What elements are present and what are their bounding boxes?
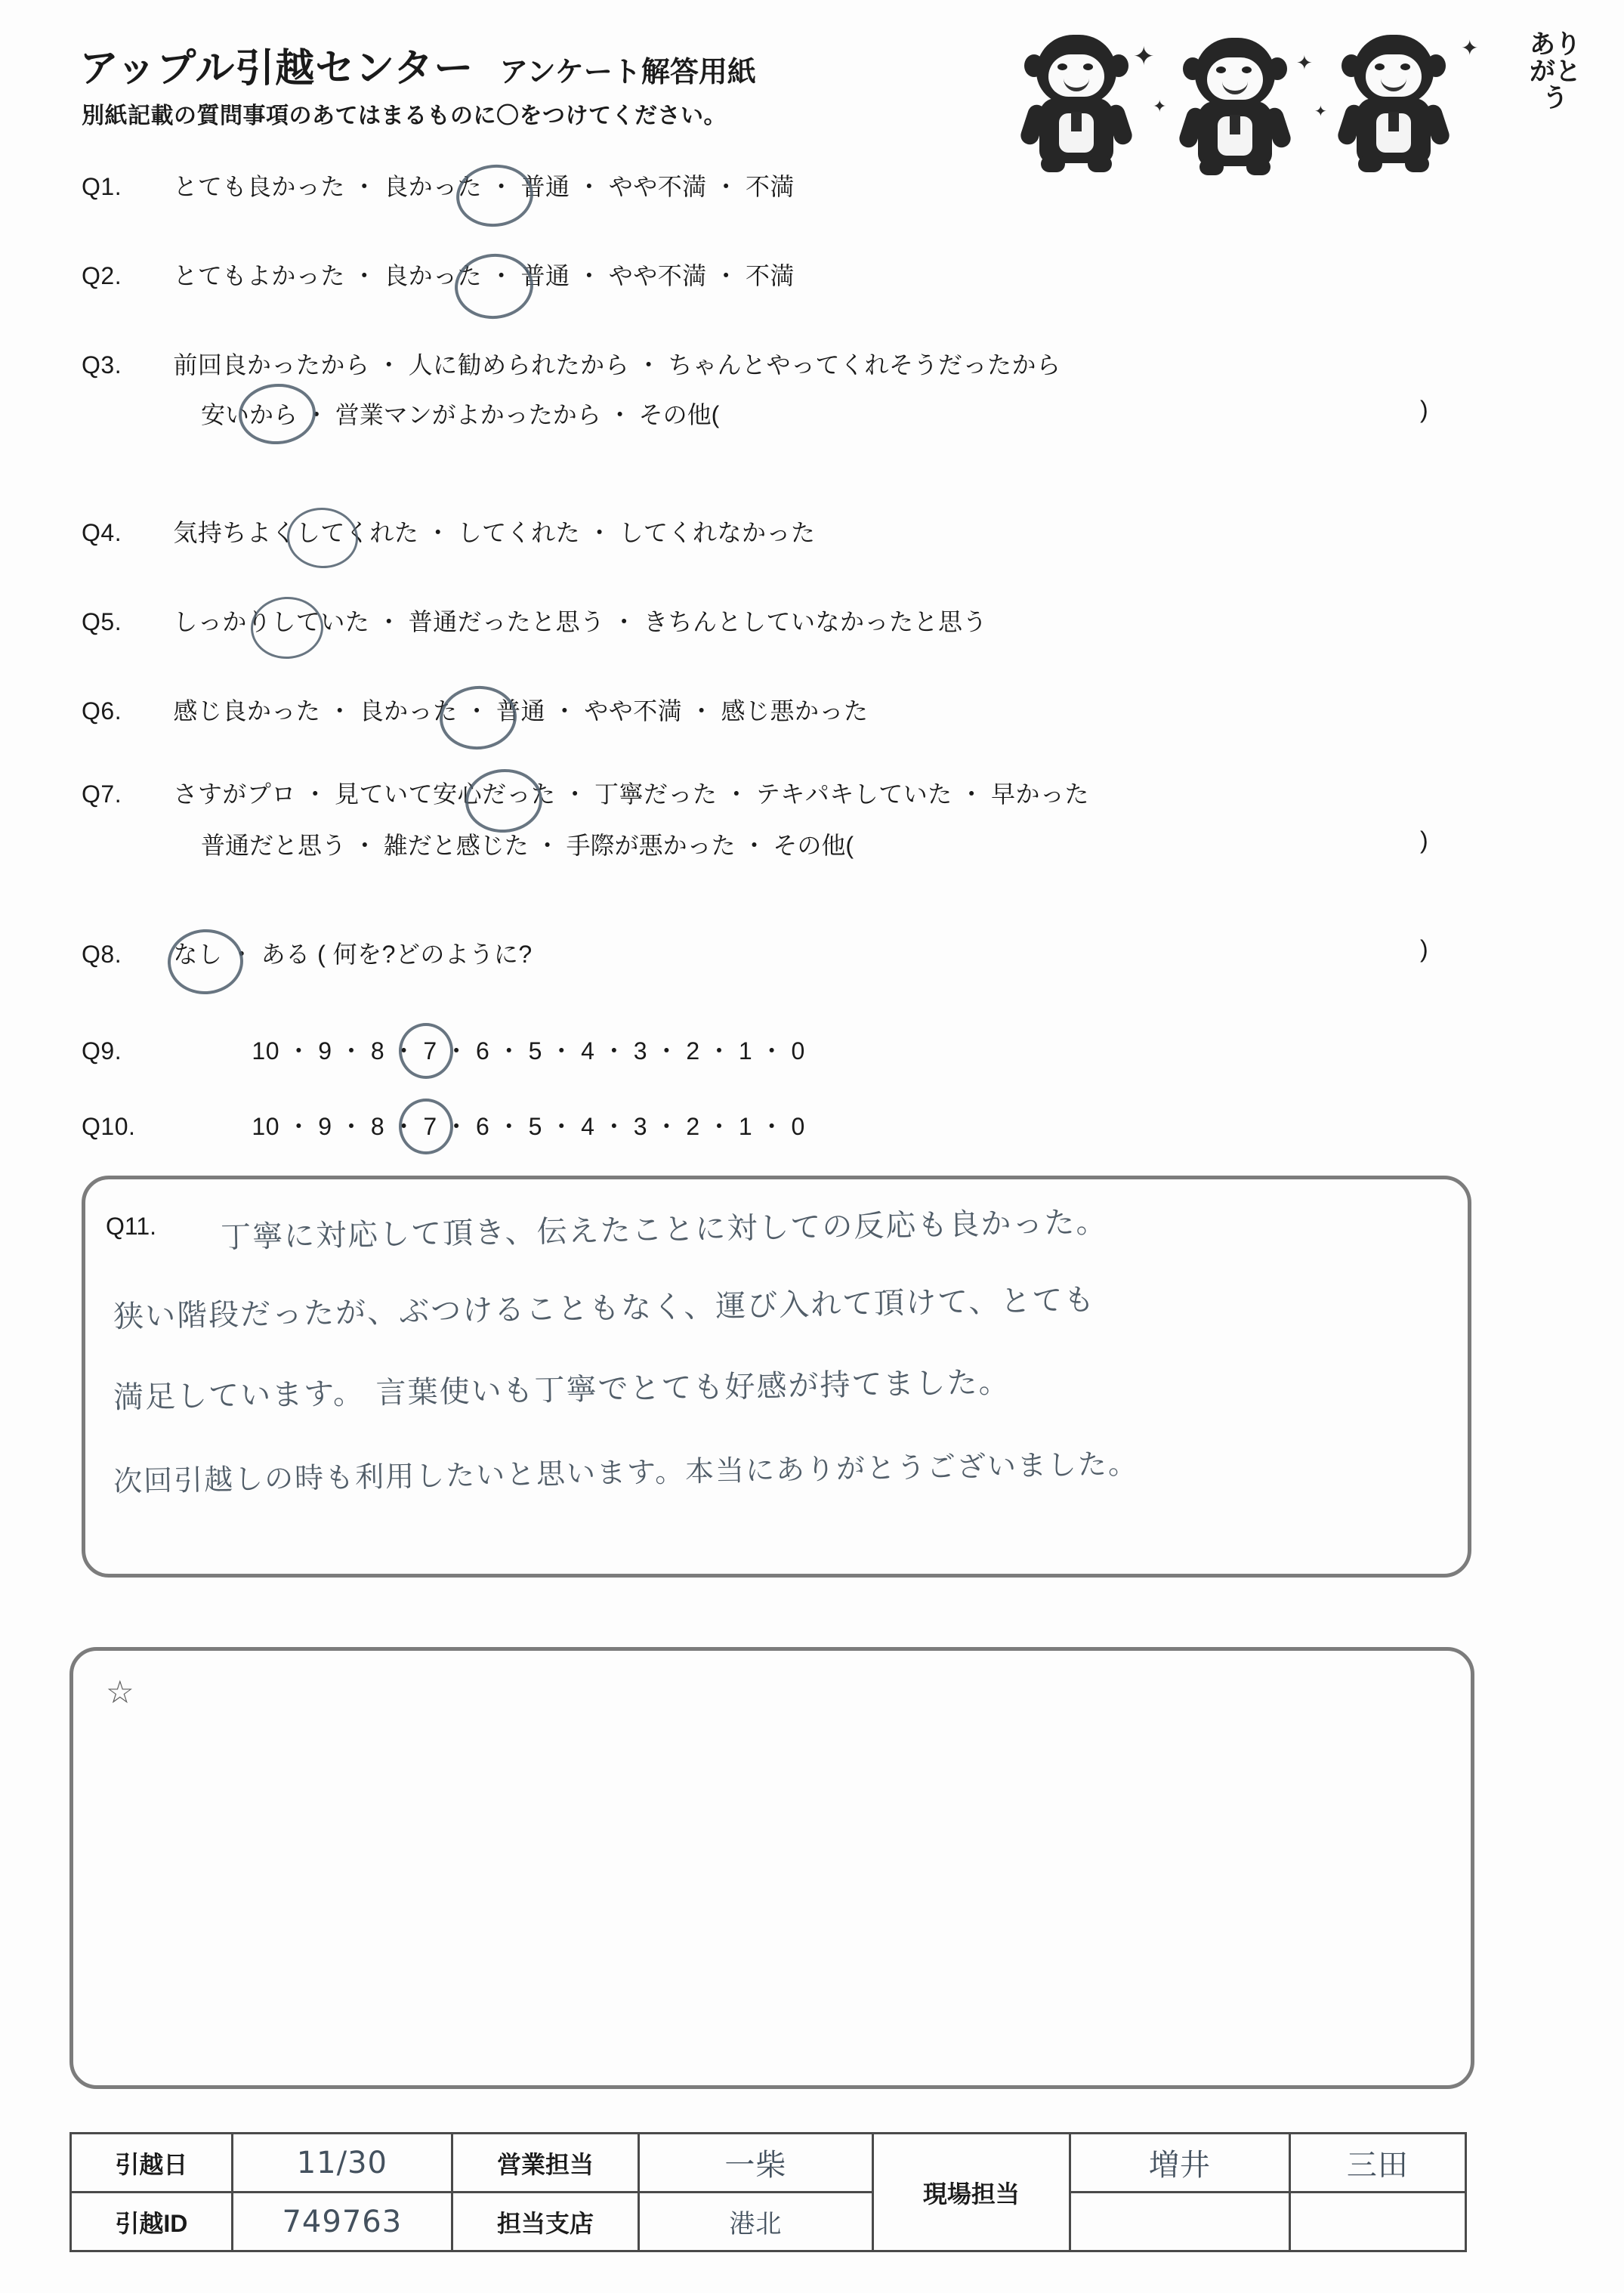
question-row-q8	[82, 935, 533, 970]
q7-options-line1[interactable]: さすがプロ ・ 見ていて安心だった ・ 丁寧だった ・ テキパキしていた ・ 早かった	[173, 780, 1090, 808]
table-row	[71, 2193, 1466, 2251]
question-row-q7	[82, 775, 1089, 810]
site-staff-empty-2[interactable]	[1289, 2193, 1465, 2251]
q3-number: Q3.	[82, 351, 122, 379]
site-staff-value-2[interactable]: 三田	[1289, 2134, 1465, 2193]
sales-rep-label: 営業担当	[452, 2134, 638, 2193]
q7-options-line2[interactable]: 普通だと思う ・ 雑だと感じた ・ 手際が悪かった ・ その他(	[201, 832, 854, 859]
q7-number: Q7.	[82, 780, 122, 808]
moving-id-label: 引越ID	[71, 2193, 233, 2251]
q1-options[interactable]: とても良かった ・ 良かった ・ 普通 ・ やや不満 ・ 不満	[173, 173, 795, 200]
q1-number: Q1.	[82, 173, 122, 200]
q5-number: Q5.	[82, 608, 122, 635]
site-staff-value-1[interactable]: 増井	[1070, 2134, 1290, 2193]
q3-paren-close: )	[1420, 396, 1428, 423]
sparkle-icon-5: ✦	[1461, 36, 1479, 60]
q10-options[interactable]: 10 ・ 9 ・ 8 ・ 7 ・ 6 ・ 5 ・ 4 ・ 3 ・ 2 ・ 1 ・ 0	[252, 1113, 805, 1140]
table-row	[71, 2134, 1466, 2193]
q8-options[interactable]: なし ・ ある ( 何を?どのように?	[173, 941, 533, 968]
site-staff-empty-1[interactable]	[1070, 2193, 1290, 2251]
q4-options[interactable]: 気持ちよくしてくれた ・ してくれた ・ してくれなかった	[173, 519, 816, 546]
q2-number: Q2.	[82, 262, 122, 289]
q5-options[interactable]: しっかりしていた ・ 普通だったと思う ・ きちんとしていなかったと思う	[173, 608, 987, 635]
q9-number: Q9.	[82, 1037, 122, 1065]
branch-value[interactable]: 港北	[639, 2193, 873, 2251]
q11-handwriting-line-4: 次回引越しの時も利用したいと思います。本当にありがとうございました。	[113, 1447, 1139, 1498]
q11-handwriting-line-2: 狭い階段だったが、ぶつけることもなく、運び入れて頂けて、とても	[113, 1282, 1096, 1335]
free-comment-box[interactable]	[69, 1647, 1474, 2089]
thanks-text: ありがとう	[1530, 30, 1581, 113]
star-icon: ☆	[106, 1674, 134, 1710]
monkey-icon-3	[1337, 32, 1450, 172]
question-row-q1	[82, 168, 795, 202]
question-row-q4	[82, 514, 815, 549]
question-row-q2	[82, 257, 795, 292]
sales-rep-value[interactable]: 一柴	[639, 2134, 873, 2193]
sparkle-icon-3: ✦	[1296, 51, 1313, 74]
moving-date-label: 引越日	[71, 2134, 233, 2193]
q7-paren-close: )	[1420, 827, 1428, 854]
q3-options-line1[interactable]: 前回良かったから ・ 人に勧められたから ・ ちゃんとやってくれそうだったから	[173, 351, 1061, 379]
q6-options[interactable]: 感じ良かった ・ 良かった ・ 普通 ・ やや不満 ・ 感じ悪かった	[173, 697, 869, 725]
company-title: アップル引越センター	[79, 47, 474, 91]
q4-number: Q4.	[82, 519, 122, 546]
moving-date-value[interactable]: 11/30	[232, 2134, 452, 2193]
question-row-q3	[82, 346, 1061, 381]
q11-handwriting-line-1: 丁寧に対応して頂き、伝えたことに対しての反応も良かった。	[220, 1204, 1108, 1256]
q3-options-line2[interactable]: 安いから ・ 営業マンがよかったから ・ その他(	[201, 401, 720, 428]
question-row-q5	[82, 603, 987, 638]
q6-number: Q6.	[82, 697, 122, 725]
sparkle-icon-2: ✦	[1153, 97, 1167, 116]
footer-info-table	[69, 2132, 1467, 2252]
q11-label: Q11.	[106, 1213, 156, 1240]
q8-number: Q8.	[82, 941, 122, 968]
q9-options[interactable]: 10 ・ 9 ・ 8 ・ 7 ・ 6 ・ 5 ・ 4 ・ 3 ・ 2 ・ 1 ・ 0	[252, 1037, 805, 1065]
site-staff-label: 現場担当	[872, 2134, 1070, 2251]
moving-id-value[interactable]: 749763	[232, 2193, 452, 2251]
sparkle-icon-4: ✦	[1314, 104, 1327, 120]
q2-options[interactable]: とてもよかった ・ 良かった ・ 普通 ・ やや不満 ・ 不満	[173, 262, 795, 289]
q11-handwriting-line-3: 満足しています。 言葉使いも丁寧でとても好感が持てました。	[113, 1364, 1011, 1416]
monkey-icon-1	[1020, 32, 1133, 172]
question-row-q10	[82, 1108, 805, 1142]
q10-number: Q10.	[82, 1113, 136, 1140]
question-row-q6	[82, 692, 869, 727]
mascot-illustration	[1005, 15, 1594, 181]
question-row-q9	[82, 1032, 805, 1067]
sparkle-icon-1: ✦	[1133, 42, 1155, 71]
instruction-text: 別紙記載の質問事項のあてはまるものに〇をつけてください。	[82, 104, 727, 128]
monkey-icon-2	[1178, 35, 1292, 175]
q8-paren-close: )	[1420, 935, 1428, 963]
branch-label: 担当支店	[452, 2193, 638, 2251]
document-subtitle: アンケート解答用紙	[499, 57, 756, 88]
document-header	[79, 36, 756, 93]
